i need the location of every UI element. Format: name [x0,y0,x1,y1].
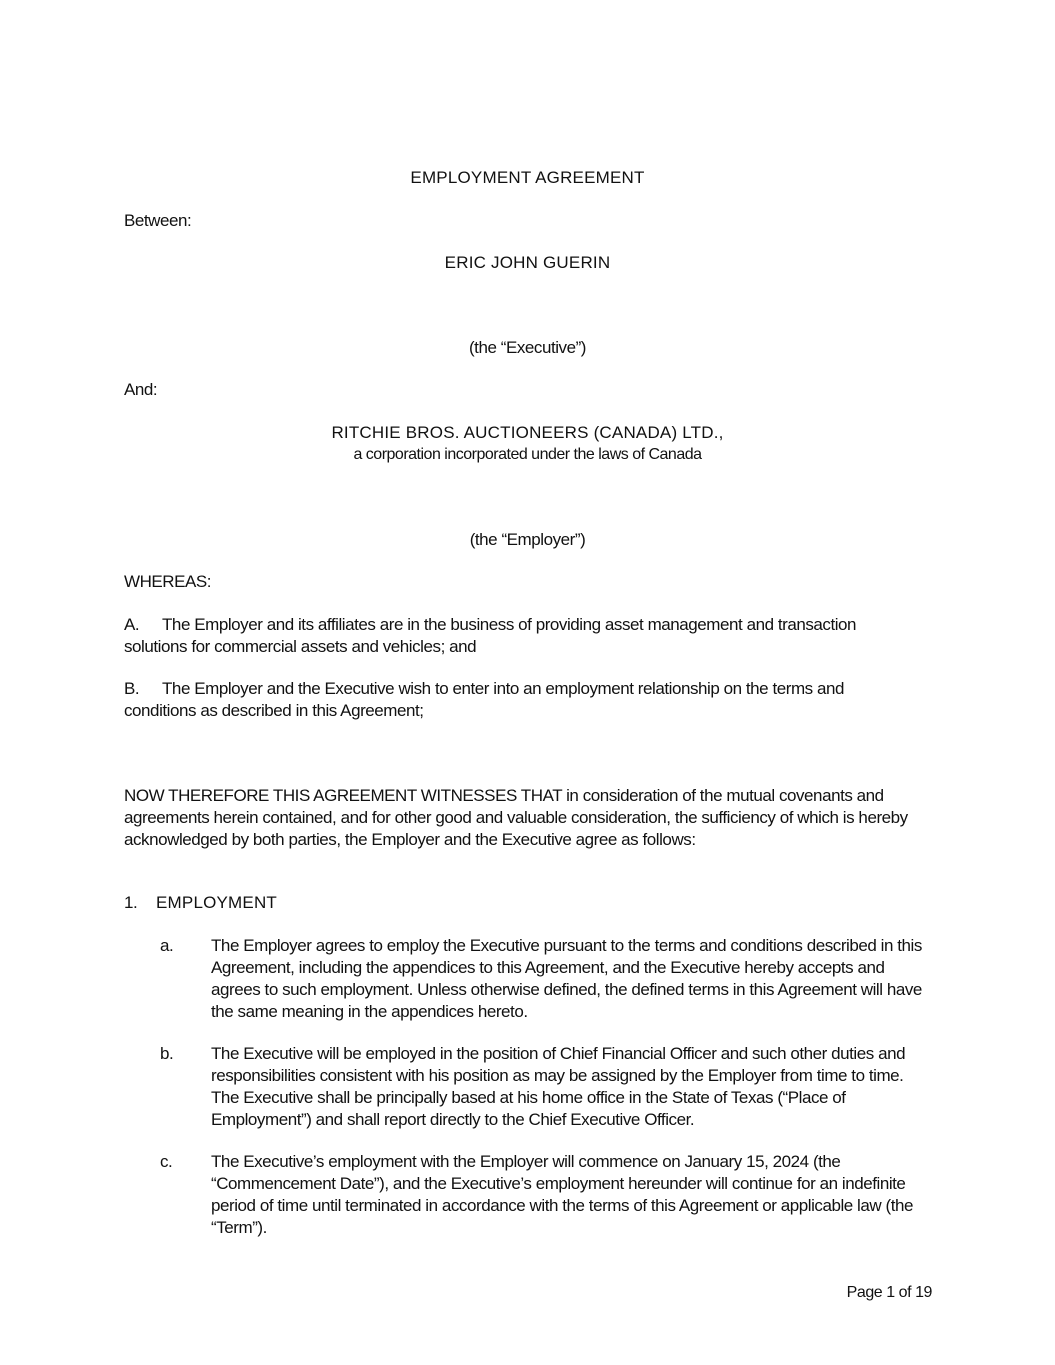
recital-text: The Employer and the Executive wish to enter into an employment relationship on the terms and conditions as described in this Agreement; [124,679,844,720]
recital-label: B. [124,679,140,698]
document-title: EMPLOYMENT AGREEMENT [410,168,645,187]
list-item-label: a. [160,936,174,955]
section-number: 1. [124,893,138,912]
recital-a [124,614,914,658]
employer-name: RITCHIE BROS. AUCTIONEERS (CANADA) LTD., [331,423,724,442]
and-label: And: [124,380,158,399]
list-item-label: c. [160,1152,173,1171]
recital-b [124,678,914,722]
section-heading [124,892,277,914]
list-item-text: The Executive will be employed in the position of Chief Financial Officer and such other duties and responsibilities consistent with his position as may be assigned by the Employer from time to time. The Executive shall be principally based at his home office in the State of Texas (“Place of Employment”) and shall report directly to the Chief Executive Officer. [211,1044,906,1129]
page-number: Page 1 of 19 [846,1284,932,1301]
list-item-text: The Executive’s employment with the Employer will commence on January 15, 2024 (the “Commencement Date”), and the Executive’s employment hereunder will continue for an indefinite period of time until terminated in accordance with the terms of this Agreement or applicable law (the “Term”). [211,1152,913,1237]
executive-name: ERIC JOHN GUERIN [444,253,611,272]
employer-definition: (the “Employer”) [469,530,586,549]
between-label: Between: [124,211,192,230]
list-item-label: b. [160,1044,174,1063]
employer-description: a corporation incorporated under the laws of Canada [353,446,702,463]
recital-text: The Employer and its affiliates are in the business of providing asset management and transaction solutions for commercial assets and vehicles; and [124,615,857,656]
executive-definition: (the “Executive”) [468,338,587,357]
now-therefore-paragraph: NOW THEREFORE THIS AGREEMENT WITNESSES THAT in consideration of the mutual covenants and agreements herein contained, and for other good and valuable consideration, the sufficiency of which is hereby acknowledged by both parties, the Employer and the Executive agree as follows: [124,786,908,849]
section-title: EMPLOYMENT [156,893,278,912]
list-item-text: The Employer agrees to employ the Executive pursuant to the terms and conditions described in this Agreement, including the appendices to this Agreement, and the Executive hereby accepts and agrees to such employment. Unless otherwise defined, the defined terms in this Agreement will have the same meaning in the appendices hereto. [211,936,922,1021]
whereas-label: WHEREAS: [124,572,212,591]
recital-label: A. [124,615,140,634]
